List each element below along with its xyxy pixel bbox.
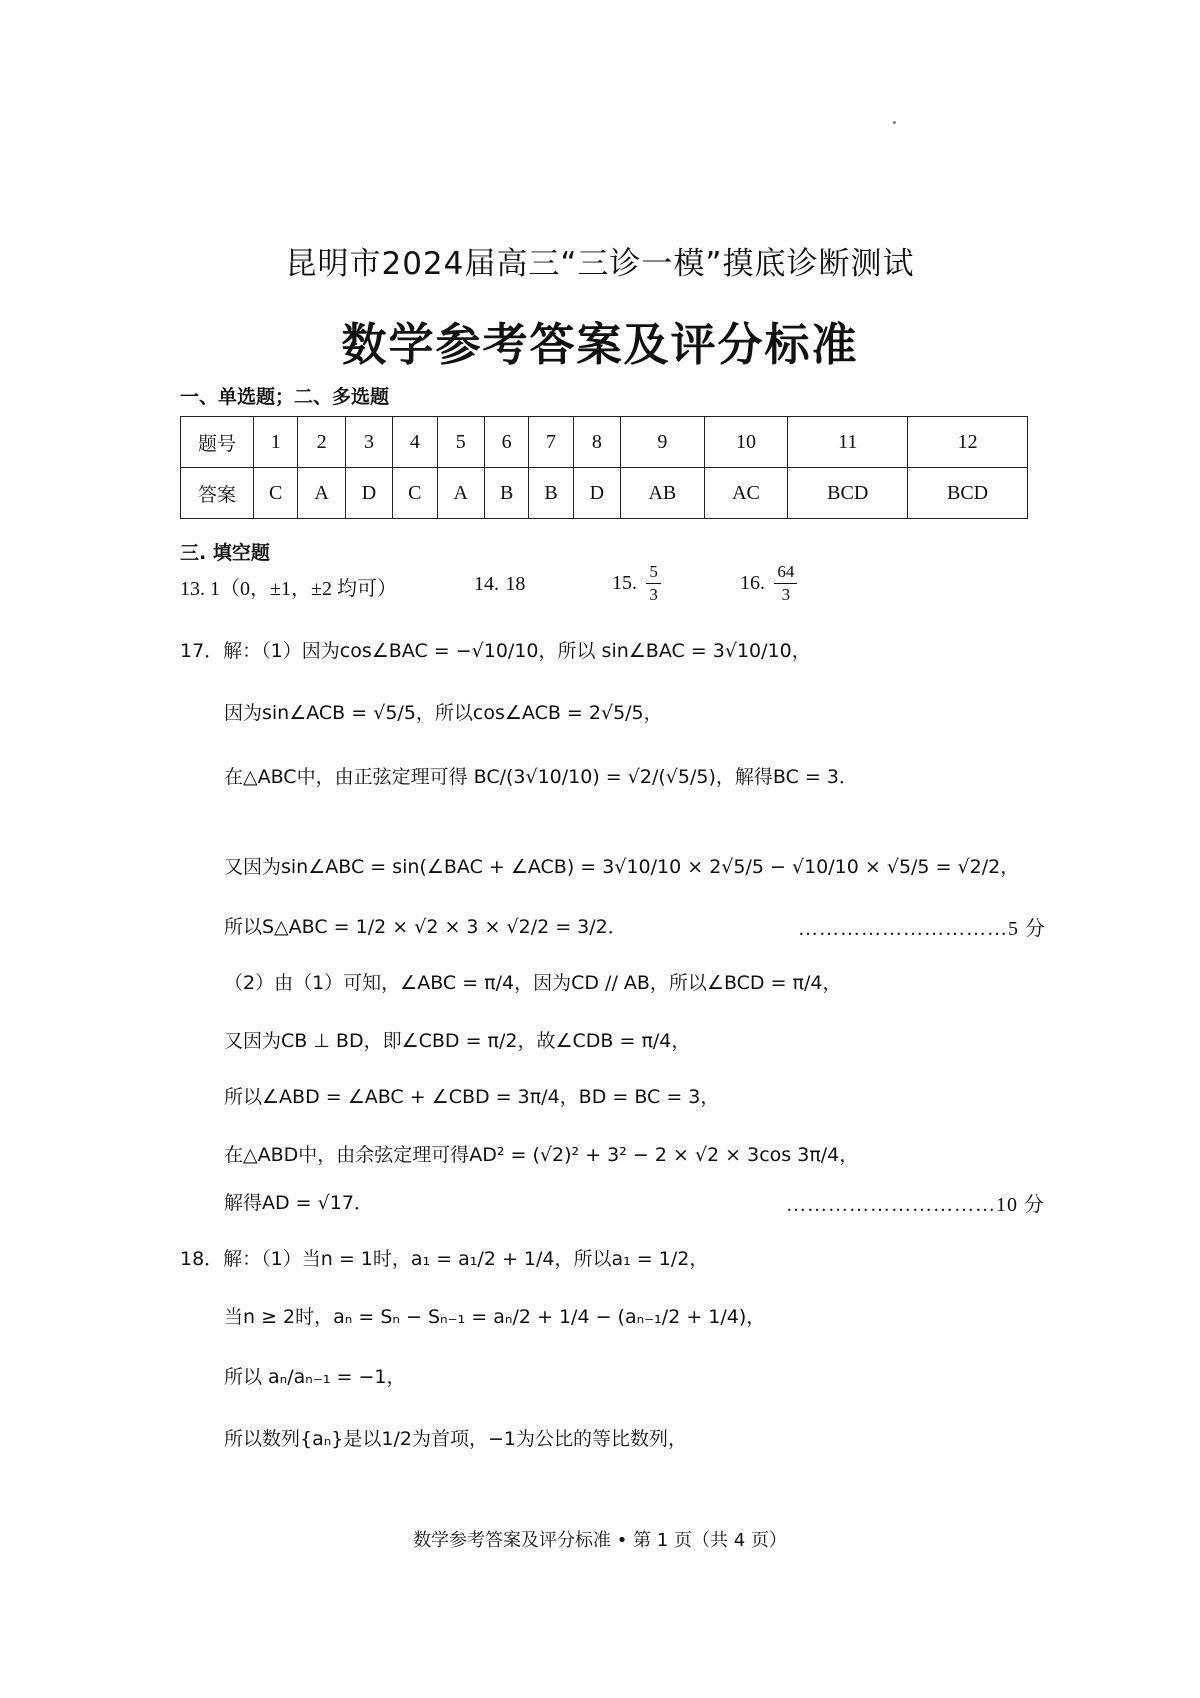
table-cell: AB xyxy=(621,468,705,519)
table-cell: 4 xyxy=(393,417,437,468)
exam-title: 昆明市2024届高三“三诊一模”摸底诊断测试 xyxy=(285,246,915,282)
q18-line-1: 18．解：（1）当n = 1时，a₁ = a₁/2 + 1/4，所以a₁ = 1/2， xyxy=(180,1248,709,1270)
table-cell: 2 xyxy=(298,417,345,468)
q17-line-10: 解得AD = √17． xyxy=(224,1192,373,1214)
table-cell: B xyxy=(484,468,528,519)
answer-16: 16. $\frac{64}{3}$ xyxy=(740,562,800,605)
answer-table xyxy=(180,416,1028,519)
q17-line-7: 又因为CB ⊥ BD，即∠CBD = π/2，故∠CDB = π/4， xyxy=(224,1030,691,1052)
q17-line-4: 又因为sin∠ABC = sin(∠BAC + ∠ACB) = 3√10/10 × 2√5/5 − √10/10 × √5/5 = √2/2， xyxy=(224,856,1020,878)
fraction: $\frac{64}{3}$ xyxy=(774,562,797,605)
answer-15: 15. $\frac{5}{3}$ xyxy=(612,562,664,605)
table-cell: 6 xyxy=(484,417,528,468)
section-choice-heading: 一、单选题；二、多选题 xyxy=(180,386,390,408)
table-cell: 5 xyxy=(437,417,484,468)
table-cell: AC xyxy=(704,468,788,519)
document-title: 数学参考答案及评分标准 xyxy=(341,318,859,371)
table-row-questions xyxy=(181,417,1028,468)
table-cell: 7 xyxy=(529,417,573,468)
q17-line-2: 因为sin∠ACB = √5/5，所以cos∠ACB = 2√5/5， xyxy=(224,702,663,724)
q17-line-8: 所以∠ABD = ∠ABC + ∠CBD = 3π/4，BD = BC = 3， xyxy=(224,1086,720,1108)
table-cell: C xyxy=(254,468,298,519)
answer-13: 13. 1（0，±1，±2 均可） xyxy=(180,578,397,600)
score-10: …………………………10 分 xyxy=(786,1194,1045,1216)
table-cell: 3 xyxy=(345,417,392,468)
table-cell: D xyxy=(345,468,392,519)
table-cell: 9 xyxy=(621,417,705,468)
table-cell: BCD xyxy=(788,468,908,519)
table-cell: A xyxy=(437,468,484,519)
table-cell: 10 xyxy=(704,417,788,468)
q17-line-9: 在△ABD中，由余弦定理可得AD² = (√2)² + 3² − 2 × √2 × 3cos 3π/4， xyxy=(224,1144,859,1166)
table-cell: BCD xyxy=(908,468,1028,519)
q17-line-6: （2）由（1）可知，∠ABC = π/4，因为CD // AB，所以∠BCD = π/4， xyxy=(224,972,842,994)
table-cell: D xyxy=(573,468,620,519)
row-label-answer: 答案 xyxy=(181,468,254,519)
q17-line-3: 在△ABC中，由正弦定理可得 BC/(3√10/10) = √2/(√5/5)，解得BC = 3． xyxy=(224,766,858,788)
score-5: …………………………5 分 xyxy=(798,918,1046,940)
table-cell: 1 xyxy=(254,417,298,468)
q18-line-4: 所以数列{aₙ}是以1/2为首项，−1为公比的等比数列， xyxy=(224,1428,687,1450)
scan-speck xyxy=(893,121,896,124)
table-row-answers xyxy=(181,468,1028,519)
answer-14: 14. 18 xyxy=(474,572,526,595)
table-cell: 12 xyxy=(908,417,1028,468)
table-cell: C xyxy=(393,468,437,519)
table-cell: A xyxy=(298,468,345,519)
fraction: $\frac{5}{3}$ xyxy=(646,562,661,605)
q18-line-2: 当n ≥ 2时，aₙ = Sₙ − Sₙ₋₁ = aₙ/2 + 1/4 − (aₙ₋₁/2 + 1/4)， xyxy=(224,1306,766,1328)
q17-line-5: 所以S△ABC = 1/2 × √2 × 3 × √2/2 = 3/2． xyxy=(224,916,627,938)
q17-line-1: 17．解：（1）因为cos∠BAC = −√10/10，所以 sin∠BAC = 3√10/10， xyxy=(180,640,811,662)
q18-line-3: 所以 aₙ/aₙ₋₁ = −1， xyxy=(224,1366,406,1388)
table-cell: 8 xyxy=(573,417,620,468)
table-cell: 11 xyxy=(788,417,908,468)
table-cell: B xyxy=(529,468,573,519)
row-label-question: 题号 xyxy=(181,417,254,468)
page-footer: 数学参考答案及评分标准 • 第 1 页（共 4 页） xyxy=(413,1530,787,1551)
section-fill-heading: 三. 填空题 xyxy=(180,542,270,564)
